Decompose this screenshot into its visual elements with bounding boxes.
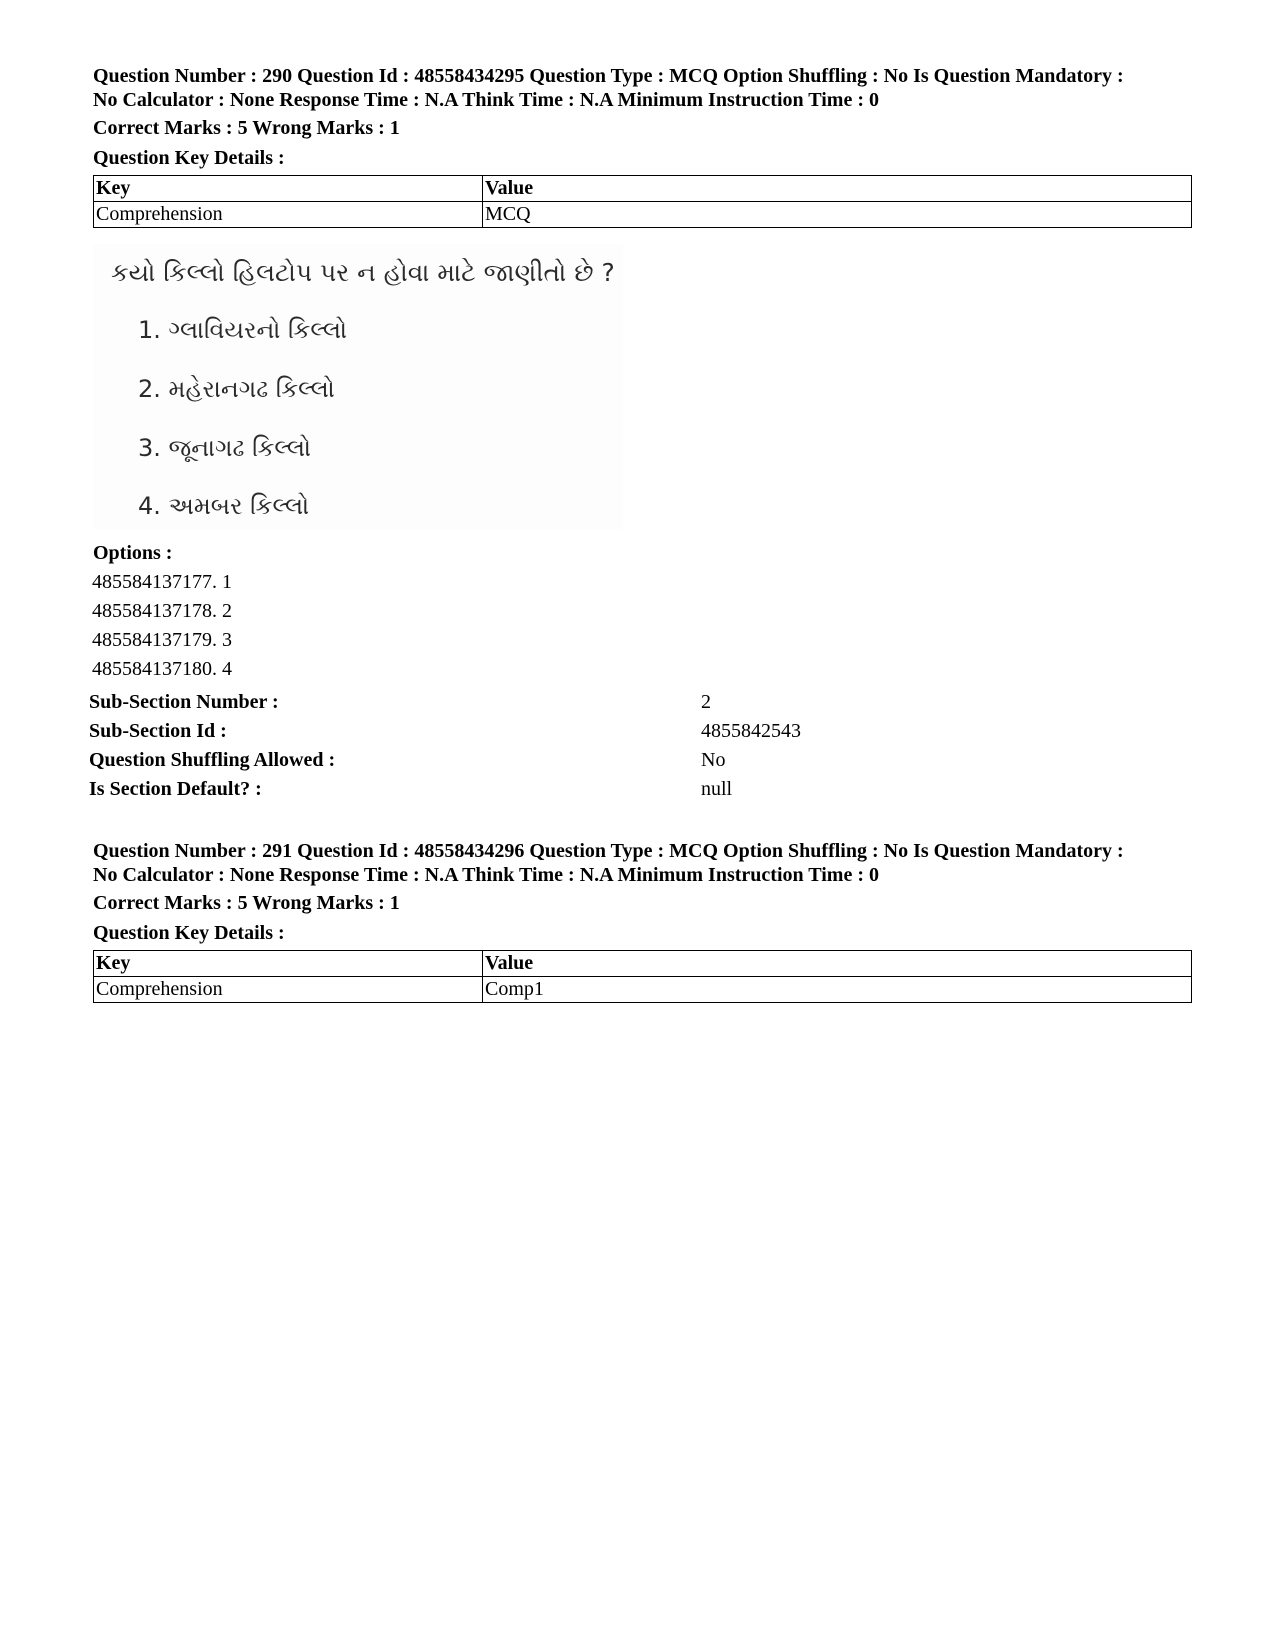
subsection-row bbox=[89, 688, 889, 717]
image-option-4: 4. અમબર કિલ્લો bbox=[138, 492, 310, 520]
question-image bbox=[93, 244, 623, 529]
table-header-row bbox=[94, 176, 1192, 202]
subsection-label: Question Shuffling Allowed : bbox=[89, 749, 336, 771]
image-option-2: 2. મહેરાનગઢ કિલ્લો bbox=[138, 375, 335, 403]
subsection-value: No bbox=[701, 749, 726, 771]
table-row bbox=[94, 202, 1192, 228]
image-option-1: 1. ગ્લાવિયરનો કિલ્લો bbox=[138, 316, 347, 344]
subsection-value: 4855842543 bbox=[701, 720, 801, 742]
table-header-value: Value bbox=[483, 951, 1192, 977]
table-header-key: Key bbox=[94, 951, 483, 977]
subsection-row bbox=[89, 717, 889, 746]
list-item: 485584137180. 4 bbox=[92, 658, 232, 680]
question-header-line1: Question Number : 290 Question Id : 48558434295 Question Type : MCQ Option Shuffling : No Is Question Mandatory : bbox=[93, 65, 1124, 87]
table-header-key: Key bbox=[94, 176, 483, 202]
table-cell-key: Comprehension bbox=[94, 202, 483, 228]
key-details-table bbox=[93, 950, 1192, 1003]
subsection-label: Sub-Section Number : bbox=[89, 691, 279, 713]
key-details-label: Question Key Details : bbox=[93, 147, 285, 169]
question-header-line1: Question Number : 291 Question Id : 48558434296 Question Type : MCQ Option Shuffling : No Is Question Mandatory : bbox=[93, 840, 1124, 862]
table-header-row bbox=[94, 951, 1192, 977]
subsection-value: null bbox=[701, 778, 733, 800]
key-details-label: Question Key Details : bbox=[93, 922, 285, 944]
subsection-row bbox=[89, 775, 889, 804]
subsection-label: Sub-Section Id : bbox=[89, 720, 227, 742]
question-291-block bbox=[93, 839, 1193, 1003]
list-item: 485584137179. 3 bbox=[92, 629, 232, 651]
list-item: 485584137177. 1 bbox=[92, 571, 232, 593]
marks-line: Correct Marks : 5 Wrong Marks : 1 bbox=[93, 892, 400, 914]
table-cell-value: MCQ bbox=[483, 202, 1192, 228]
question-header-line2: No Calculator : None Response Time : N.A Think Time : N.A Minimum Instruction Time : 0 bbox=[93, 864, 879, 886]
question-stem: કયો કિલ્લો હિલટોપ પર ન હોવા માટે જાણીતો છે ? bbox=[111, 258, 615, 287]
table-cell-key: Comprehension bbox=[94, 977, 483, 1003]
question-290-block bbox=[93, 64, 1193, 228]
options-label: Options : bbox=[93, 542, 173, 564]
list-item: 485584137178. 2 bbox=[92, 600, 232, 622]
subsection-row bbox=[89, 746, 889, 775]
subsection-info bbox=[89, 688, 889, 804]
table-header-value: Value bbox=[483, 176, 1192, 202]
table-cell-value: Comp1 bbox=[483, 977, 1192, 1003]
marks-line: Correct Marks : 5 Wrong Marks : 1 bbox=[93, 117, 400, 139]
subsection-value: 2 bbox=[701, 691, 711, 713]
options-list bbox=[92, 568, 232, 684]
image-option-3: 3. જૂનાગઢ કિલ્લો bbox=[138, 434, 312, 462]
question-header-line2: No Calculator : None Response Time : N.A Think Time : N.A Minimum Instruction Time : 0 bbox=[93, 89, 879, 111]
key-details-table bbox=[93, 175, 1192, 228]
table-row bbox=[94, 977, 1192, 1003]
subsection-label: Is Section Default? : bbox=[89, 778, 262, 800]
